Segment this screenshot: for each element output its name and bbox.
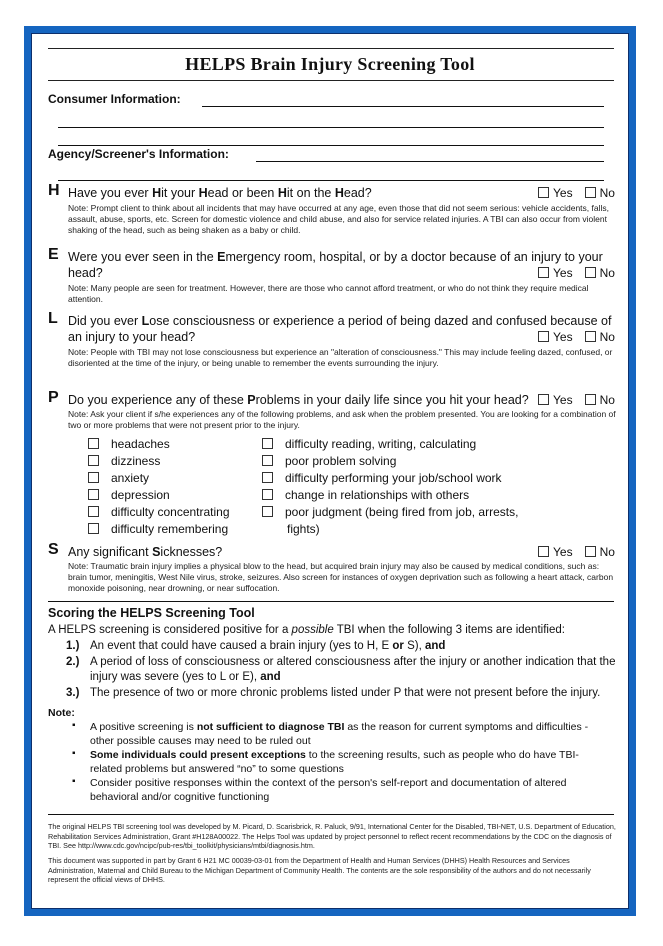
question-h-answers: Yes No xyxy=(538,186,615,200)
problem-checkbox[interactable] xyxy=(262,455,273,466)
problem-item[interactable]: headaches xyxy=(88,436,230,453)
scoring-item-1: An event that could have caused a brain injury (yes to H, E or S), and xyxy=(90,640,446,652)
note-bullet-2: Some individuals could present exceptions to the screening results, such as people who do have TBI-related problems but answered “no” to some questions xyxy=(90,749,579,775)
problem-item[interactable]: difficulty concentrating xyxy=(88,504,230,521)
footer-rule xyxy=(48,814,614,815)
problem-list-left xyxy=(88,436,230,538)
problem-checkbox[interactable] xyxy=(262,489,273,500)
scoring-intro: A HELPS screening is considered positive for a possible TBI when the following 3 items are identified: xyxy=(48,624,565,636)
question-e-text: Were you ever seen in the Emergency room, hospital, or by a doctor because of an injury to your head? xyxy=(68,250,603,280)
question-e-no-checkbox[interactable] xyxy=(585,267,596,278)
scoring-heading: Scoring the HELPS Screening Tool xyxy=(48,606,255,620)
bullet-icon: ▪ xyxy=(72,776,76,787)
consumer-info-field-line-3[interactable] xyxy=(58,145,604,146)
scoring-item-3: The presence of two or more chronic problems listed under P that were not present before the injury. xyxy=(90,687,601,699)
question-l-text: Did you ever Lose consciousness or experience a period of being dazed and confused because of an injury to your head? xyxy=(68,314,612,344)
screening-form xyxy=(31,33,629,909)
question-letter-s: S xyxy=(48,541,59,558)
problem-checkbox[interactable] xyxy=(262,506,273,517)
question-letter-p: P xyxy=(48,389,59,406)
title-rule xyxy=(48,80,614,81)
agency-info-field-line-2[interactable] xyxy=(58,180,604,181)
question-h-no-checkbox[interactable] xyxy=(585,187,596,198)
scoring-item-number: 2.) xyxy=(66,656,80,668)
problem-item-continued: fights) xyxy=(287,522,320,536)
question-e-answers: Yes No xyxy=(538,266,615,280)
problem-item[interactable]: poor problem solving xyxy=(262,453,518,470)
problem-item[interactable]: difficulty performing your job/school work xyxy=(262,470,518,487)
problem-checkbox[interactable] xyxy=(88,489,99,500)
question-h-note: Note: Prompt client to think about all incidents that may have occurred at any age, even those that did not seem serious: vehicle accidents, falls, assault, abuse, sports, etc. Screen for domestic violence and child abuse, and also for service related injuries. A TBI can also occur from violent shaking of the head, such as being shaken as a baby or child. xyxy=(68,203,609,235)
note-bullet-1: A positive screening is not sufficient to diagnose TBI as the reason for current symptoms and difficulties - other possible causes may need to be ruled out xyxy=(90,721,589,747)
problem-checkbox[interactable] xyxy=(88,455,99,466)
problem-item[interactable]: anxiety xyxy=(88,470,230,487)
problem-item[interactable]: dizziness xyxy=(88,453,230,470)
problem-checkbox[interactable] xyxy=(88,438,99,449)
top-rule xyxy=(48,48,614,49)
scoring-item-2: A period of loss of consciousness or altered consciousness after the injury or another indication that the injury was severe (yes to L or E), and xyxy=(90,656,616,683)
footer-funding: This document was supported in part by Grant 6 H21 MC 00039-03-01 from the Department of Health and Human Services (DHHS) Health Resources and Services Administration, Maternal and Child Bureau to the Michigan Department of Community Health. The contents are the sole responsibility of the authors and do not necessarily represent the official views of DHHS. xyxy=(48,856,591,884)
question-p-no-checkbox[interactable] xyxy=(585,394,596,405)
question-s-no-checkbox[interactable] xyxy=(585,546,596,557)
consumer-info-field-line-1[interactable] xyxy=(202,106,604,107)
page-title: HELPS Brain Injury Screening Tool xyxy=(185,54,475,74)
question-s-text: Any significant Sicknesses? xyxy=(68,545,223,559)
question-e-yes-checkbox[interactable] xyxy=(538,267,549,278)
agency-info-field-line-1[interactable] xyxy=(256,161,604,162)
question-p-text: Do you experience any of these Problems in your daily life since you hit your head? xyxy=(68,393,529,407)
bullet-icon: ▪ xyxy=(72,720,76,731)
problem-item[interactable]: difficulty reading, writing, calculating xyxy=(262,436,518,453)
question-letter-h: H xyxy=(48,182,60,199)
problem-list-right xyxy=(262,436,518,538)
question-h-yes-checkbox[interactable] xyxy=(538,187,549,198)
problem-checkbox[interactable] xyxy=(88,523,99,534)
problem-checkbox[interactable] xyxy=(88,472,99,483)
footer-credits: The original HELPS TBI screening tool was developed by M. Picard, D. Scarisbrick, R. Paluck, 9/91, International Center for the Disabled, TBI-NET, U.S. Department of Education, Rehabilitation Services Administration, Grant #H128A00022. The Helps Tool was updated by project personnel to reflect recent recommendations by the CDC on the diagnosis of TBI. See http://www.cdc.gov/ncipc/pub-res/tbi_toolkit/physicians/mtbi/diagnosis.htm. xyxy=(48,822,616,850)
question-p-yes-checkbox[interactable] xyxy=(538,394,549,405)
question-letter-l: L xyxy=(48,310,58,327)
bullet-icon: ▪ xyxy=(72,748,76,759)
question-h-text: Have you ever Hit your Head or been Hit on the Head? xyxy=(68,186,372,200)
notes-heading: Note: xyxy=(48,707,75,719)
consumer-info-field-line-2[interactable] xyxy=(58,127,604,128)
scoring-rule xyxy=(48,601,614,602)
problem-checkbox[interactable] xyxy=(88,506,99,517)
question-letter-e: E xyxy=(48,246,59,263)
question-s-answers: Yes No xyxy=(538,545,615,559)
problem-checkbox[interactable] xyxy=(262,472,273,483)
scoring-item-number: 1.) xyxy=(66,640,80,652)
problem-checkbox[interactable] xyxy=(262,438,273,449)
question-l-yes-checkbox[interactable] xyxy=(538,331,549,342)
question-p-answers: Yes No xyxy=(538,393,615,407)
question-l-note: Note: People with TBI may not lose consciousness but experience an "alteration of consciousness." This may include feeling dazed, confused, or disoriented at the time of the injury, or being unable to remember the events surrounding the injury. xyxy=(68,347,613,368)
question-s-yes-checkbox[interactable] xyxy=(538,546,549,557)
page-border xyxy=(24,26,636,916)
question-s-note: Note: Traumatic brain injury implies a physical blow to the head, but acquired brain injury may also be caused by medical conditions, such as: brain tumor, meningitis, West Nile virus, stroke, seizures. Also screen for instances of oxygen deprivation such as following a heart attack, carbon monoxide poisoning, near drowning, or near suffocation. xyxy=(68,561,614,593)
question-l-answers: Yes No xyxy=(538,330,615,344)
consumer-info-label: Consumer Information: xyxy=(48,92,181,106)
question-p-note: Note: Ask your client if s/he experiences any of the following problems, and ask when the problem presented. You are looking for a combination of two or more problems that were not present prior to the injury. xyxy=(68,409,616,430)
question-e-note: Note: Many people are seen for treatment. However, there are those who cannot afford treatment, or who do not think they require medical attention. xyxy=(68,283,589,304)
problem-item[interactable]: difficulty remembering xyxy=(88,521,230,538)
question-l-no-checkbox[interactable] xyxy=(585,331,596,342)
problem-item[interactable]: depression xyxy=(88,487,230,504)
note-bullet-3: Consider positive responses within the context of the person's self-report and documentation of altered behavioral and/or cognitive functioning xyxy=(90,777,567,803)
problem-item[interactable]: poor judgment (being fired from job, arrests, xyxy=(262,504,518,521)
problem-item[interactable]: change in relationships with others xyxy=(262,487,518,504)
agency-info-label: Agency/Screener's Information: xyxy=(48,147,229,161)
scoring-item-number: 3.) xyxy=(66,687,80,699)
